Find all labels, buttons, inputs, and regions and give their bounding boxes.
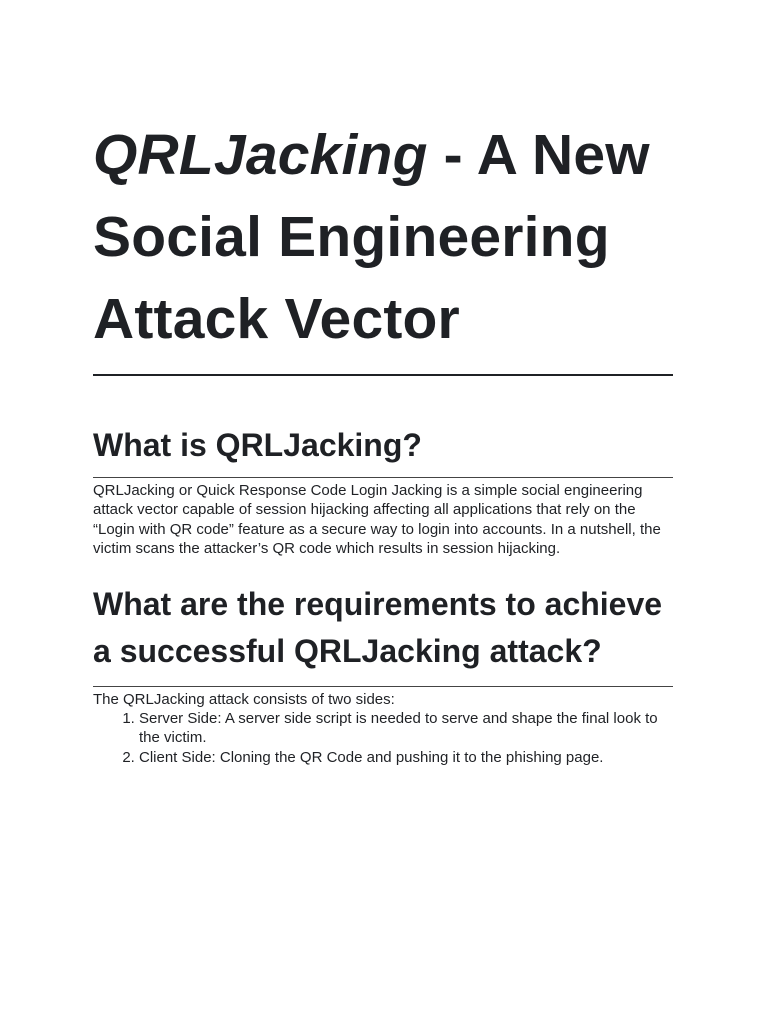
- document-content: [93, 114, 673, 767]
- requirements-list: [93, 709, 673, 767]
- section-heading-requirements: What are the requirements to achieve a successful QRLJacking attack?: [93, 585, 663, 669]
- list-item-server-side: 1. Server Side: A server side script is needed to serve and shape the final look to the victim.: [139, 709, 673, 748]
- title-divider: [93, 374, 673, 376]
- title-italic-part: QRLJacking: [93, 123, 428, 187]
- list-item-client-side: 2. Client Side: Cloning the QR Code and pushing it to the phishing page.: [139, 748, 673, 767]
- section-divider-requirements: [93, 686, 673, 687]
- section-paragraph-requirements: The QRLJacking attack consists of two sides:: [93, 690, 395, 708]
- title-rest-part: - A New Social Engineering Attack Vector: [93, 123, 650, 351]
- section-divider-what-is: [93, 477, 673, 478]
- section-paragraph-what-is: QRLJacking or Quick Response Code Login Jacking is a simple social engineering attack vector capable of session hijacking affecting all applications that rely on the “Login with QR code” feature as a secure way to login into accounts. In a nutshell, the victim scans the attacker’s QR code which results in session hijacking.: [93, 482, 661, 558]
- section-heading-what-is: What is QRLJacking?: [93, 427, 422, 463]
- document-title: [93, 114, 673, 360]
